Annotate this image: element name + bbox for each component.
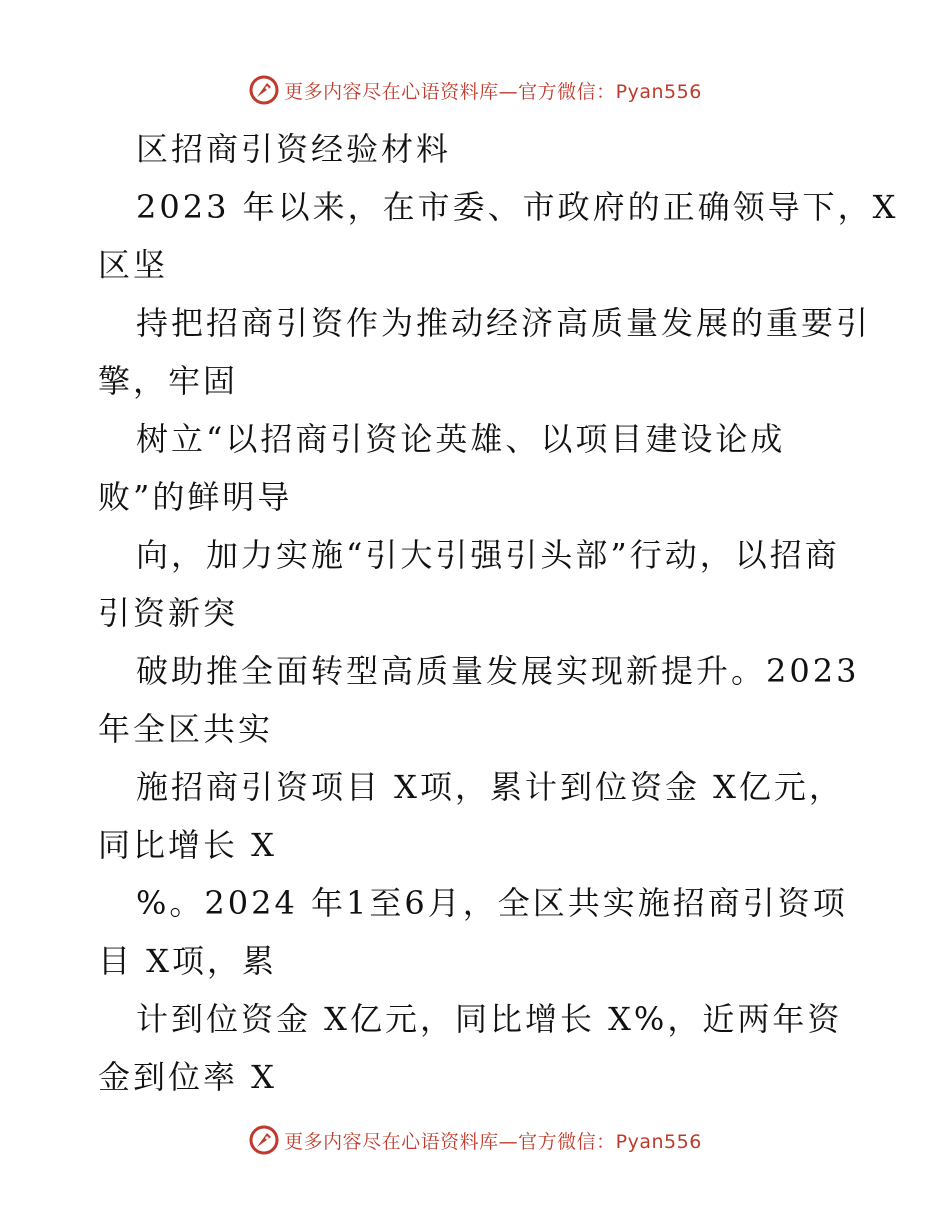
paragraph-line: 持把招商引资作为推动经济高质量发展的重要引 [136, 304, 872, 342]
paragraph-line: 擎，牢固 [98, 362, 239, 400]
pen-nib-logo-icon [248, 74, 280, 106]
paragraph-line: 同比增长 X [98, 826, 277, 864]
paragraph-line: 施招商引资项目 X项，累计到位资金 X亿元， [136, 768, 844, 806]
footer-banner [0, 1120, 950, 1160]
document-title: 区招商引资经验材料 [136, 130, 452, 168]
paragraph-line: 年全区共实 [98, 710, 274, 748]
paragraph-line: 败”的鲜明导 [98, 478, 293, 516]
paragraph-line: 区坚 [98, 246, 169, 284]
paragraph-line: 金到位率 X [98, 1058, 277, 1096]
paragraph-line: %。2024 年1至6月，全区共实施招商引资项 [136, 884, 848, 922]
paragraph-line: 目 X项，累 [98, 942, 277, 980]
footer-banner-text: 更多内容尽在心语资料库—官方微信：Pyan556 [284, 1130, 702, 1153]
paragraph-line: 向，加力实施“引大引强引头部”行动，以招商 [136, 536, 840, 574]
header-banner [0, 70, 950, 110]
document-body [98, 122, 899, 1108]
header-banner-text: 更多内容尽在心语资料库—官方微信：Pyan556 [284, 80, 702, 103]
paragraph-line: 计到位资金 X亿元，同比增长 X%，近两年资 [136, 1000, 843, 1038]
pen-nib-logo-icon [248, 1124, 280, 1156]
paragraph-line: 2023 年以来，在市委、市政府的正确领导下，X [136, 188, 899, 226]
paragraph-line: 树立“以招商引资论英雄、以项目建设论成 [136, 420, 786, 458]
paragraph-line: 破助推全面转型高质量发展实现新提升。2023 [136, 652, 860, 690]
paragraph-line: 引资新突 [98, 594, 239, 632]
